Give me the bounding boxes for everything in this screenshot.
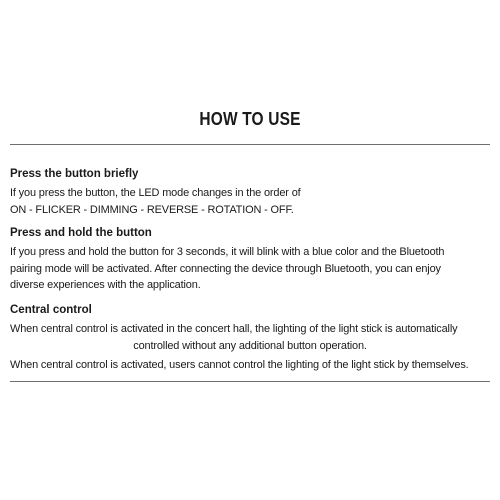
body-line: ON - FLICKER - DIMMING - REVERSE - ROTATION - OFF. bbox=[10, 203, 294, 216]
section-body bbox=[10, 244, 492, 294]
body-line: If you press and hold the button for 3 seconds, it will blink with a blue color and the Bluetooth bbox=[10, 246, 445, 258]
body-line: When central control is activated in the concert hall, the lighting of the light stick is automatically bbox=[10, 323, 458, 335]
page-title: HOW TO USE bbox=[199, 109, 301, 129]
section-central-control bbox=[10, 303, 492, 374]
top-divider bbox=[10, 144, 490, 145]
body-line: controlled without any additional button operation. bbox=[133, 339, 367, 352]
section-heading: Press the button briefly bbox=[10, 168, 139, 180]
bottom-divider bbox=[10, 381, 490, 382]
section-press-hold bbox=[10, 226, 492, 294]
section-heading: Central control bbox=[10, 304, 92, 316]
body-line: When central control is activated, users cannot control the lighting of the light stick by themselves. bbox=[10, 359, 469, 371]
body-line: diverse experiences with the application. bbox=[10, 279, 201, 291]
section-press-briefly bbox=[10, 167, 492, 218]
body-line: pairing mode will be activated. After connecting the device through Bluetooth, you can enjoy bbox=[10, 262, 441, 275]
section-heading: Press and hold the button bbox=[10, 227, 152, 239]
section-body bbox=[10, 185, 492, 218]
body-line: If you press the button, the LED mode changes in the order of bbox=[10, 187, 301, 199]
section-body bbox=[10, 321, 492, 374]
